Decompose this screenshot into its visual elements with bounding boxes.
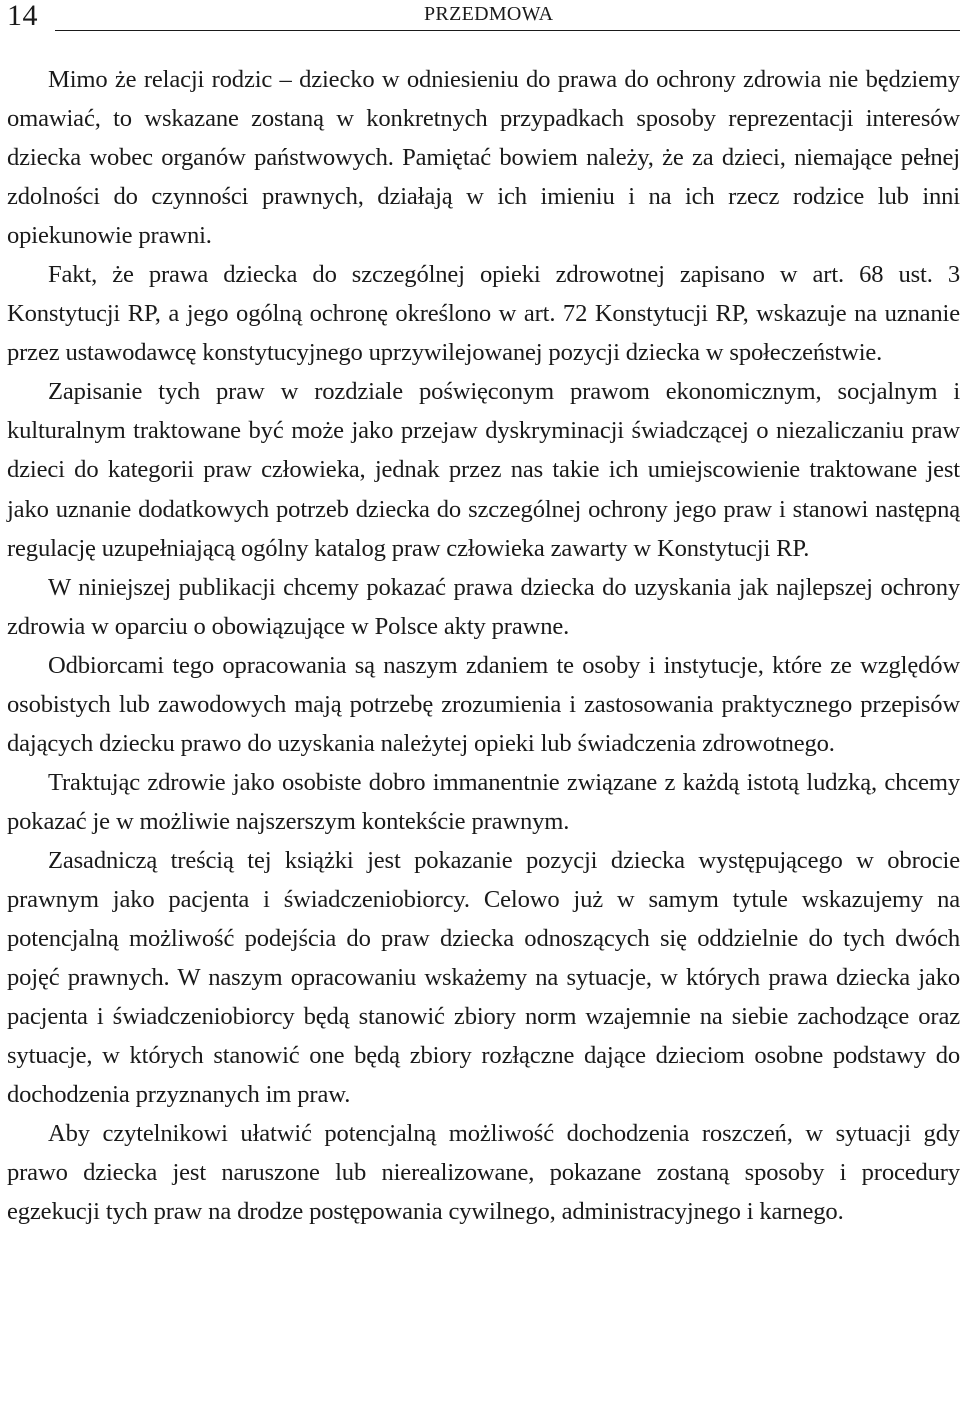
paragraph: Fakt, że prawa dziecka do szczególnej opieki zdrowotnej zapisano w art. 68 ust. 3 Konstytucji RP, a jego ogólną ochronę określono w art. 72 Konstytucji RP, wskazuje na uznanie przez ustawodawcę konstytucyjnego uprzywilejowanej pozycji dziecka w społeczeństwie. <box>7 261 960 367</box>
page-number: 14 <box>7 0 38 32</box>
paragraph: Traktując zdrowie jako osobiste dobro immanentnie związane z każdą istotą ludzką, chcemy pokazać je w możliwie najszerszym kontekście prawnym. <box>7 768 960 835</box>
paragraph: Mimo że relacji rodzic – dziecko w odniesieniu do prawa do ochrony zdrowia nie będziemy omawiać, to wskazane zostaną w konkretnych przypadkach sposoby reprezentacji interesów dziecka wobec organów państwowych. Pamiętać bowiem należy, że za dzieci, niemające pełnej zdolności do czynności prawnych, działają w ich imieniu i na ich rzecz rodzice lub inni opiekunowie prawni. <box>7 66 960 250</box>
paragraph: Zapisanie tych praw w rozdziale poświęconym prawom ekonomicznym, socjalnym i kulturalnym traktowane być może jako przejaw dyskryminacji świadczącej o niezaliczaniu praw dzieci do kategorii praw człowieka, jednak przez nas takie ich umiejscowienie traktowane jest jako uznanie dodatkowych potrzeb dziecka do szczególnej ochrony jego praw i stanowi następną regulację uzupełniającą ogólny katalog praw człowieka zawarty w Konstytucji RP. <box>7 378 960 562</box>
paragraph: Aby czytelnikowi ułatwić potencjalną możliwość dochodzenia roszczeń, w sytuacji gdy prawo dziecka jest naruszone lub nierealizowane, pokazane zostaną sposoby i procedury egzekucji tych praw na drodze postępowania cywilnego, administracyjnego i karnego. <box>7 1120 960 1226</box>
paragraph: Zasadniczą treścią tej książki jest pokazanie pozycji dziecka występującego w obrocie prawnym jako pacjenta i świadczeniobiorcy. Celowo już w samym tytule wskazujemy na potencjalną możliwość podejścia do praw dziecka odnoszących się oddzielnie do tych dwóch pojęć prawnych. W naszym opracowaniu wskażemy na sytuacje, w których prawa dziecka jako pacjenta i świadczeniobiorcy będą stanowić zbiory norm wzajemnie na siebie zachodzące oraz sytuacje, w których stanowić one będą zbiory rozłączne dające dzieciom osobne podstawy do dochodzenia przyznanych im praw. <box>7 846 960 1109</box>
body-text <box>7 60 960 1231</box>
page-header <box>0 0 960 34</box>
paragraph: Odbiorcami tego opracowania są naszym zdaniem te osoby i instytucje, które ze względów osobistych lub zawodowych mają potrzebę zrozumienia i zastosowania praktycznego przepisów dających dziecku prawo do uzyskania należytej opieki lub świadczenia zdrowotnego. <box>7 651 960 757</box>
running-head: PRZEDMOWA <box>424 3 554 25</box>
header-rule <box>55 30 960 31</box>
paragraph: W niniejszej publikacji chcemy pokazać prawa dziecka do uzyskania jak najlepszej ochrony zdrowia w oparciu o obowiązujące w Polsce akty prawne. <box>7 573 960 640</box>
